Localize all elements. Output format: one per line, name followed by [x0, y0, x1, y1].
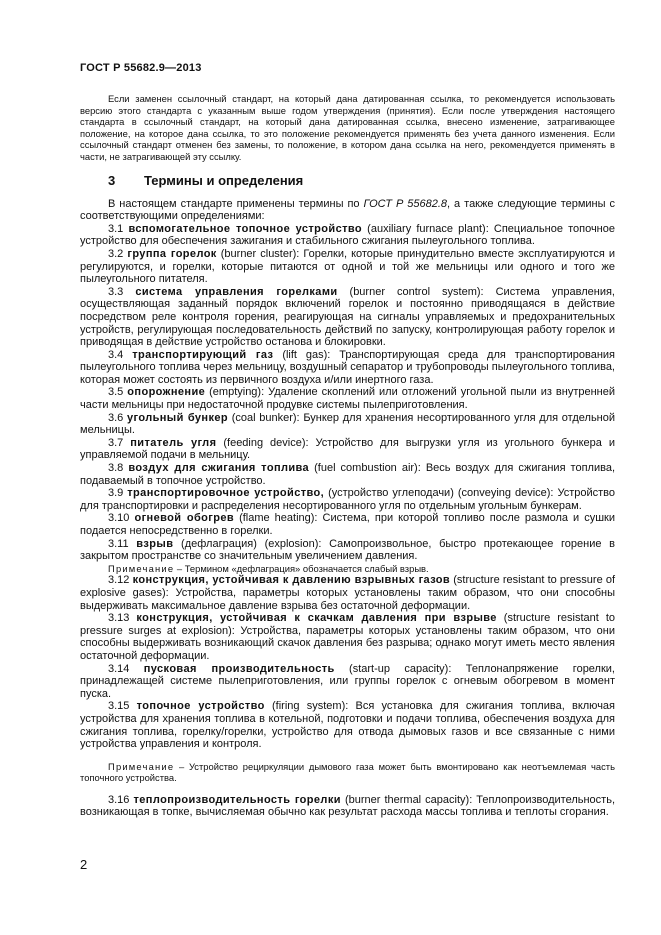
term-number: 3.1	[108, 222, 124, 235]
term-definition: (feeding device): Устройство для выгрузки угля из угольного бункера и управляемой подачи в мельницу.	[80, 436, 616, 462]
term-definition: (auxiliary furnace plant): Специальное топочное устройство для обеспечения зажигания и стабильного сжигания пылеугольного топлива.	[80, 222, 615, 248]
term-entry	[80, 512, 615, 537]
term-number: 3.15	[108, 700, 130, 713]
term-name: питатель угля	[130, 436, 217, 449]
note-text: – Устройство рециркуляции дымового газа может быть вмонтировано как неотъемлемая часть топочного устройства.	[80, 760, 615, 784]
lead-reference: ГОСТ Р 55682.8	[363, 197, 448, 210]
note-label: Примечание	[108, 562, 175, 574]
term-entry	[80, 700, 615, 750]
term-name: транспортирующий газ	[132, 348, 274, 361]
term-entry	[80, 612, 615, 662]
term-name: группа горелок	[127, 247, 217, 260]
term-number: 3.7	[108, 436, 124, 449]
term-number: 3.14	[108, 662, 130, 675]
term-definition: (fuel combustion air): Весь воздух для сжигания топлива, подаваемый в топочное устройство.	[80, 462, 616, 487]
term-definition: (structure resistant to pressure of explosive gases): Устройства, параметры которых установлены таким образом, что они способны выдерживать максимальное давление взрыва без остаточной деформации.	[80, 574, 616, 612]
lead-paragraph	[80, 198, 615, 223]
term-number: 3.5	[108, 386, 124, 399]
term-number: 3.9	[108, 487, 124, 500]
term-entry	[80, 538, 615, 563]
term-name: конструкция, устойчивая к скачкам давления при взрыве	[136, 612, 497, 625]
term-definition: (дефлаграция) (explosion): Самопроизвольное, быстро протекающее горение в закрытом пространстве со значительным увеличением давления.	[80, 537, 615, 563]
term-entry	[80, 286, 615, 349]
term-number: 3.13	[108, 612, 130, 625]
term-name: опорожнение	[127, 386, 206, 399]
standard-header: ГОСТ Р 55682.9—2013	[80, 62, 202, 74]
note-text: – Термином «дефлаграция» обозначается слабый взрыв.	[174, 562, 429, 574]
term-definition: (emptying): Удаление скоплений или отложений угольной пыли из внутренней части мельницы при недостаточной продувке системы пылеприготовления.	[80, 386, 616, 412]
term-number: 3.3	[108, 285, 124, 298]
term-definition: (firing system): Вся установка для сжигания топлива, включая устройства для хранения топлива в котельной, подготовки и подачи топлива, обеспечения воздуха для сжигания топлива, горелку/горелки, устройство для отвода дымовых газов и все связанные с ними устройства управления и контроля.	[80, 700, 615, 751]
term-name: воздух для сжигания топлива	[128, 462, 310, 475]
term-number: 3.6	[108, 411, 124, 424]
term-entry	[80, 574, 615, 612]
term-definition: (lift gas): Транспортирующая среда для транспортирования пылеугольного топлива через мельницу, воздушный сепаратор и трубопроводы пылеугольного топлива, которая может состоять из первичного воздуха и/или инертного газа.	[80, 348, 615, 386]
term-definition: (burner cluster): Горелки, которые принудительно вместе эксплуатируются и регулируются, и горелки, которые питаются от одной и той же мельницы или одного и того же пылеугольного питателя.	[80, 247, 615, 286]
term-number: 3.8	[108, 462, 124, 475]
term-number: 3.11	[108, 537, 129, 550]
section-heading	[108, 173, 615, 188]
terms-list-2	[80, 574, 615, 750]
term-entry	[80, 248, 615, 286]
page-number: 2	[80, 857, 88, 872]
term-entry	[80, 412, 615, 437]
section-title: Термины и определения	[144, 172, 304, 188]
document-body	[80, 93, 615, 819]
lead-text: В настоящем стандарте применены термины по	[108, 197, 364, 210]
term-entry	[80, 386, 615, 411]
note-label: Примечание	[108, 760, 175, 772]
term-entry	[80, 462, 615, 487]
term-entry	[80, 487, 615, 512]
term-name: огневой обогрев	[134, 512, 235, 525]
term-name: система управления горелками	[135, 285, 338, 298]
term-definition: (устройство углеподачи) (conveying device): Устройство для транспортировки и распределения несортированного угля по отдельным угольным бункерам.	[80, 487, 615, 512]
term-entry	[80, 349, 615, 387]
term-definition: (burner thermal capacity): Теплопроизводительность, возникающая в топке, вычисляемая обычно как результат расхода массы топлива и теплоты сгорания.	[80, 793, 616, 819]
term-entry	[80, 437, 615, 462]
term-number: 3.16	[108, 793, 130, 806]
note-2	[80, 761, 615, 784]
term-number: 3.2	[108, 247, 124, 260]
term-definition: (coal bunker): Бункер для хранения несортированного угля для отдельной мельницы.	[80, 411, 616, 437]
term-entry	[80, 223, 615, 248]
term-number: 3.4	[108, 348, 124, 361]
term-name: вспомогательное топочное устройство	[128, 222, 363, 235]
lead-text-end: , а также следующие термины с соответствующими определениями:	[80, 197, 616, 223]
term-name: взрыв	[136, 537, 174, 550]
term-name: пусковая производительность	[143, 662, 335, 675]
term-name: топочное устройство	[136, 700, 265, 713]
term-number: 3.12	[108, 574, 130, 587]
term-name: теплопроизводительность горелки	[133, 793, 341, 806]
term-definition: (burner control system): Система управления, осуществляющая заданный порядок включений горелок и постоянно приводящаяся в действие посредством реле контроля горения, реагирующая на сигналы управляемых и предохранительных устройств, регулирующая последовательность действий по запуску, контролирующая работу горелок и приводящая в действие устройство останова и блокировки.	[80, 285, 615, 349]
term-number: 3.10	[108, 512, 130, 525]
term-name: конструкция, устойчивая к давлению взрывных газов	[132, 574, 451, 587]
note-1	[80, 563, 615, 575]
terms-list	[80, 223, 615, 563]
term-entry	[80, 663, 615, 701]
term-definition: (structure resistant to pressure surges at explosion): Устройства, параметры которых установлены таким образом, что они способны выдерживать возникающий скачок давления без разрыва; однако могут иметь место явления остаточной деформации.	[80, 612, 615, 662]
term-definition: (flame heating): Система, при которой топливо после размола и сушки подается непосредственно в горелки.	[80, 512, 615, 537]
term-name: транспортировочное устройство,	[127, 487, 325, 500]
intro-paragraph: Если заменен ссылочный стандарт, на который дана датированная ссылка, то рекомендуется использовать версию этого стандарта с указанным выше годом утверждения (принятия). Если после утверждения настоящего стандарта в ссылочный стандарт, на который дана датированная ссылка, внесено изменение, затрагивающее положение, на которое дана ссылка, то это положение рекомендуется применять без учета данного изменения. Если ссылочный стандарт отменен без замены, то положение, в котором дана ссылка на него, рекомендуется применять в части, не затрагивающей эту ссылку.	[80, 93, 615, 162]
term-name: угольный бункер	[127, 411, 229, 424]
term-definition: (start-up capacity): Теплонапряжение горелки, принадлежащей системе пылеприготовления, или группы горелок с огневым обогревом в момент пуска.	[80, 662, 615, 700]
term-entry	[80, 794, 615, 819]
section-number: 3	[108, 172, 116, 188]
